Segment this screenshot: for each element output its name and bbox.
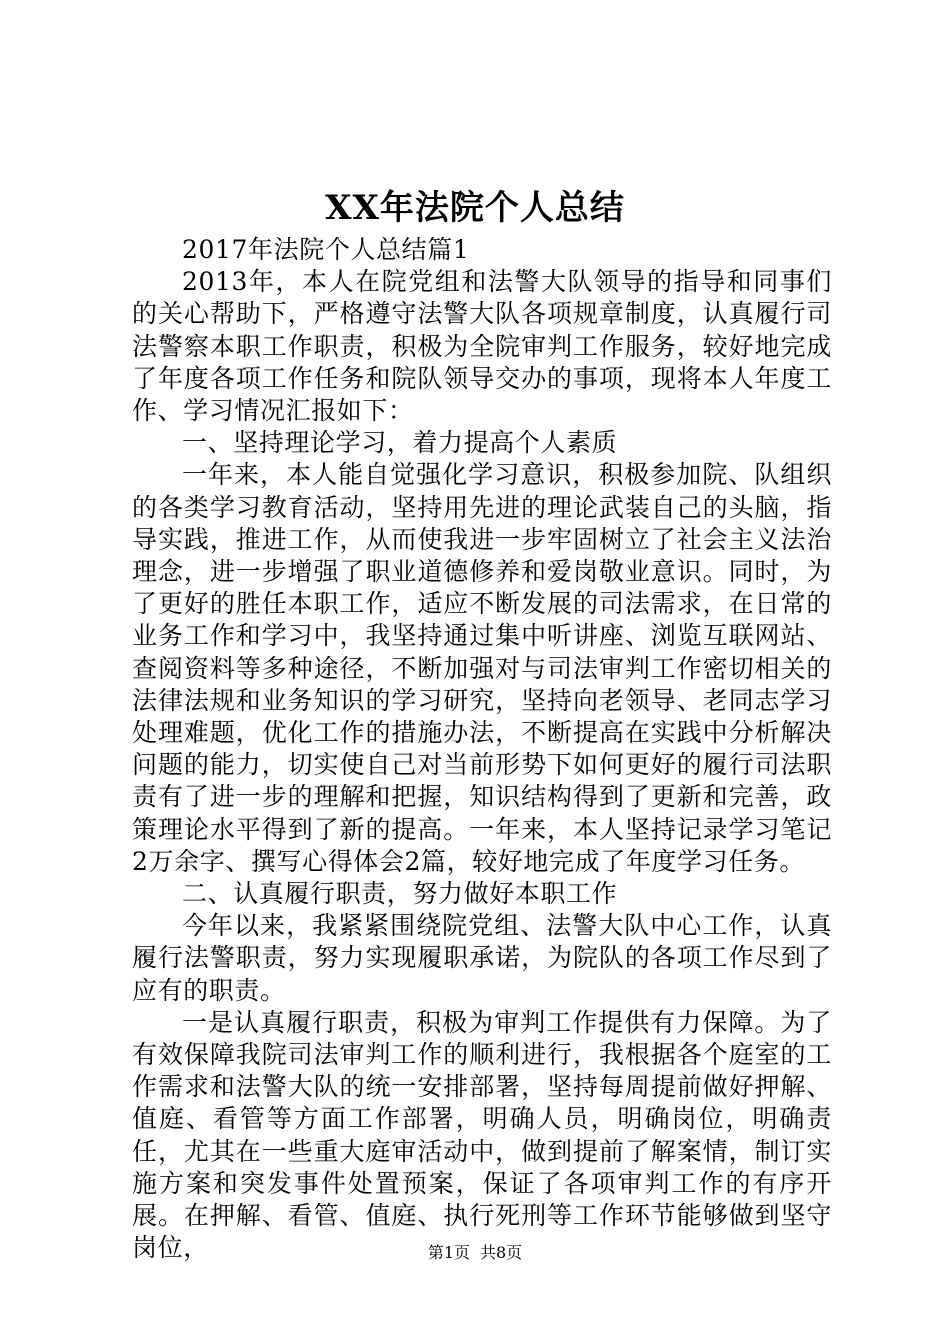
paragraph: 今年以来，我紧紧围绕院党组、法警大队中心工作，认真履行法警职责，努力实现履职承诺，为院队的各项工作尽到了应有的职责。 xyxy=(132,911,832,1005)
page-footer xyxy=(0,1243,950,1263)
page-total: 共8页 xyxy=(480,1243,523,1262)
section-heading: 2017年法院个人总结篇1 xyxy=(182,235,470,264)
page-number: 第1页 xyxy=(427,1243,470,1262)
paragraph: 一是认真履行职责，积极为审判工作提供有力保障。为了有效保障我院司法审判工作的顺利进行，我根据各个庭室的工作需求和法警大队的统一安排部署，坚持每周提前做好押解、值庭、看管等方面工作部署，明确人员，明确岗位，明确责任，尤其在一些重大庭审活动中，做到提前了解案情，制订实施方案和突发事件处置预案，保证了各项审判工作的有序开展。在押解、看管、值庭、执行死刑等工作环节能够做到坚守岗位， xyxy=(132,1007,832,1263)
document-title: XX年法院个人总结 xyxy=(325,188,625,228)
paragraph: 2013年，本人在院党组和法警大队领导的指导和同事们的关心帮助下，严格遵守法警大队各项规章制度，认真履行司法警察本职工作职责，积极为全院审判工作服务，较好地完成了年度各项工作任务和院队领导交办的事项，现将本人年度工作、学习情况汇报如下： xyxy=(132,267,832,426)
section-heading: 二、认真履行职责，努力做好本职工作 xyxy=(182,879,618,909)
paragraph: 一年来，本人能自觉强化学习意识，积极参加院、队组织的各类学习教育活动，坚持用先进的理论武装自己的头脑，指导实践，推进工作，从而使我进一步牢固树立了社会主义法治理念，进一步增强了职业道德修养和爱岗敬业意识。同时，为了更好的胜任本职工作，适应不断发展的司法需求，在日常的业务工作和学习中，我坚持通过集中听讲座、浏览互联网站、查阅资料等多种途径，不断加强对与司法审判工作密切相关的法律法规和业务知识的学习研究，坚持向老领导、老同志学习处理难题，优化工作的措施办法，不断提高在实践中分析解决问题的能力，切实使自己对当前形势下如何更好的履行司法职责有了进一步的理解和把握，知识结构得到了更新和完善，政策理论水平得到了新的提高。一年来，本人坚持记录学习笔记2万余字、撰写心得体会2篇，较好地完成了年度学习任务。 xyxy=(132,460,832,876)
section-heading: 一、坚持理论学习，着力提高个人素质 xyxy=(182,428,618,458)
document-body xyxy=(132,234,832,1265)
